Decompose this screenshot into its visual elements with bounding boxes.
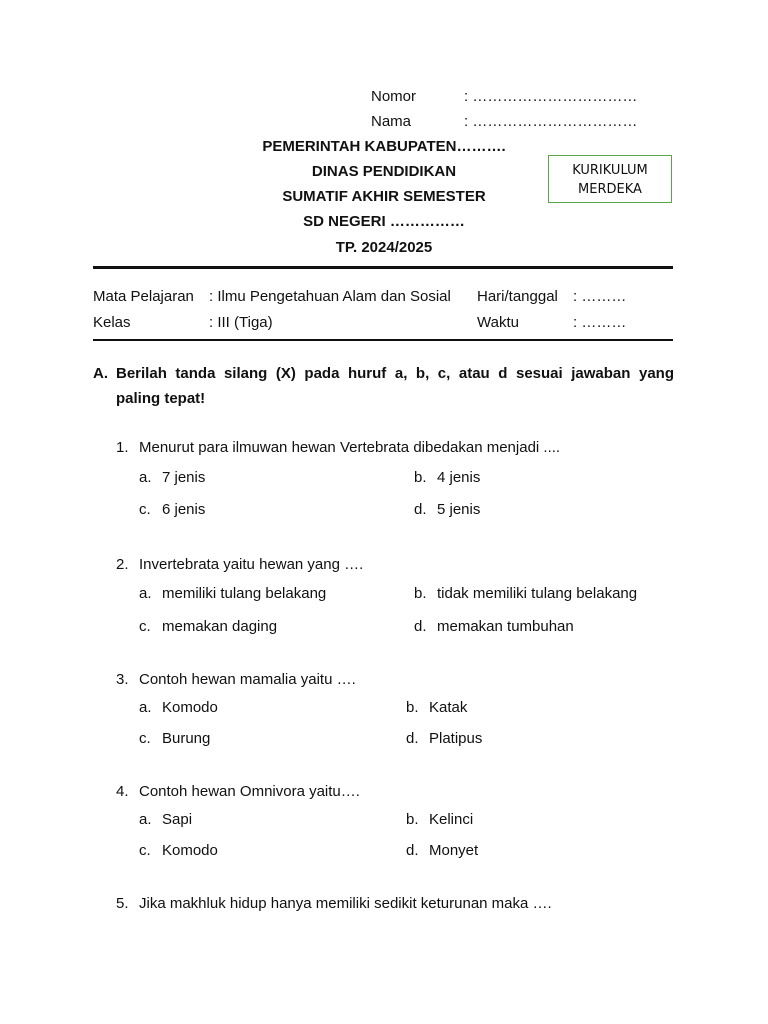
option-letter: b. — [414, 469, 427, 486]
option-letter: c. — [139, 618, 151, 635]
nama-field: : …………………………… — [464, 113, 638, 130]
option-text: memiliki tulang belakang — [162, 585, 327, 602]
time-label: Waktu — [477, 314, 519, 331]
date-value: : ……… — [573, 288, 627, 305]
option-letter: c. — [139, 842, 151, 859]
option-letter: b. — [406, 811, 419, 828]
option-letter: c. — [139, 501, 151, 518]
option-text: 5 jenis — [437, 501, 481, 518]
option-text: tidak memiliki tulang belakang — [437, 585, 638, 602]
option-letter: b. — [406, 699, 419, 716]
question-text: Contoh hewan Omnivora yaitu…. — [139, 783, 360, 800]
question-text: Jika makhluk hidup hanya memiliki sedikit keturunan maka …. — [139, 895, 552, 912]
option-text: 6 jenis — [162, 501, 206, 518]
section-letter: A. — [93, 365, 108, 382]
option-letter: b. — [414, 585, 427, 602]
option-text: Burung — [162, 730, 211, 747]
date-label: Hari/tanggal — [477, 288, 558, 305]
section-instruction: Berilah tanda silang (X) pada huruf a, b, c, atau d sesuai jawaban yang — [116, 365, 674, 382]
title-year: TP. 2024/2025 — [335, 239, 433, 256]
option-letter: a. — [139, 469, 152, 486]
section-instruction-cont: paling tepat! — [116, 390, 206, 407]
info-divider — [93, 339, 673, 341]
option-text: Kelinci — [429, 811, 474, 828]
title-exam: SUMATIF AKHIR SEMESTER — [282, 188, 486, 205]
option-text: Sapi — [162, 811, 193, 828]
question-text: Invertebrata yaitu hewan yang …. — [139, 556, 364, 573]
option-text: memakan tumbuhan — [437, 618, 574, 635]
option-text: 7 jenis — [162, 469, 206, 486]
nomor-field: : …………………………… — [464, 88, 638, 105]
option-letter: a. — [139, 699, 152, 716]
question-number: 1. — [116, 439, 129, 456]
option-letter: c. — [139, 730, 151, 747]
option-letter: a. — [139, 585, 152, 602]
badge-line-2: MERDEKA — [578, 182, 642, 197]
title-department: DINAS PENDIDIKAN — [311, 163, 457, 180]
question-number: 2. — [116, 556, 129, 573]
option-text: Platipus — [429, 730, 483, 747]
title-school: SD NEGERI …………… — [303, 213, 465, 230]
class-value: : III (Tiga) — [209, 314, 273, 331]
subject-value: : Ilmu Pengetahuan Alam dan Sosial — [209, 288, 451, 305]
option-text: memakan daging — [162, 618, 278, 635]
option-letter: d. — [406, 842, 419, 859]
option-text: Komodo — [162, 842, 218, 859]
question-number: 3. — [116, 671, 129, 688]
option-text: Monyet — [429, 842, 479, 859]
badge-line-1: KURIKULUM — [572, 163, 648, 178]
nomor-label: Nomor — [371, 88, 417, 105]
class-label: Kelas — [93, 314, 131, 331]
option-letter: a. — [139, 811, 152, 828]
option-text: Komodo — [162, 699, 218, 716]
option-text: Katak — [429, 699, 468, 716]
time-value: : ……… — [573, 314, 627, 331]
option-letter: d. — [406, 730, 419, 747]
header-divider — [93, 266, 673, 269]
option-letter: d. — [414, 501, 427, 518]
curriculum-badge — [548, 155, 672, 203]
question-text: Contoh hewan mamalia yaitu …. — [139, 671, 356, 688]
question-number: 4. — [116, 783, 129, 800]
subject-label: Mata Pelajaran — [93, 288, 194, 305]
option-text: 4 jenis — [437, 469, 481, 486]
question-text: Menurut para ilmuwan hewan Vertebrata dibedakan menjadi .... — [139, 439, 561, 456]
title-government: PEMERINTAH KABUPATEN………. — [262, 138, 506, 155]
question-number: 5. — [116, 895, 129, 912]
nama-label: Nama — [371, 113, 412, 130]
option-letter: d. — [414, 618, 427, 635]
